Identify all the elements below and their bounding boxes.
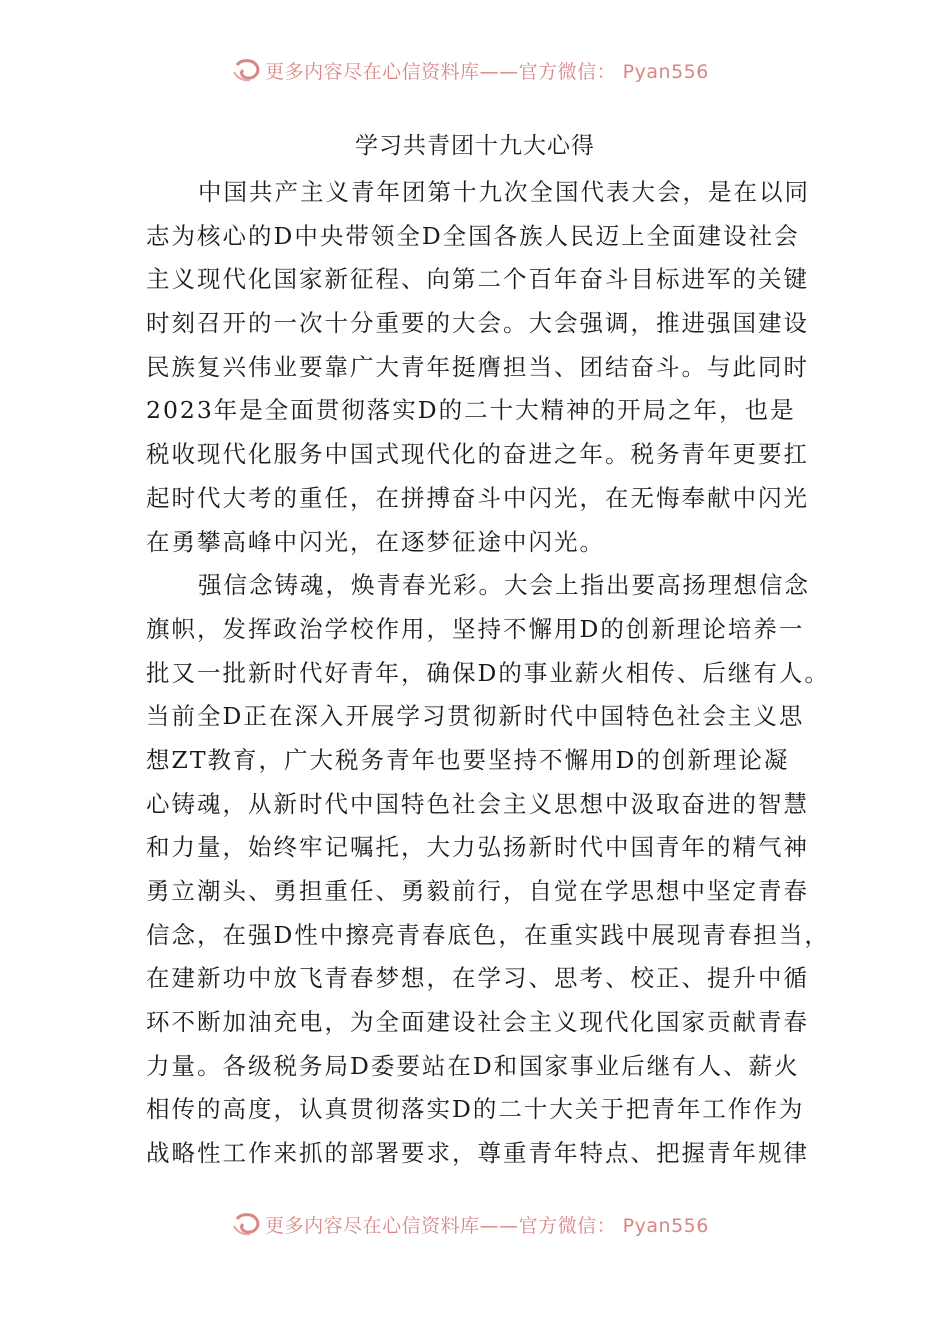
text-line: 当前全D正在深入开展学习贯彻新时代中国特色社会主义思 <box>146 702 805 731</box>
text-line: 和力量，始终牢记嘱托，大力弘扬新时代中国青年的精气神 <box>146 833 809 862</box>
text-line: 2023年是全面贯彻落实D的二十大精神的开局之年，也是 <box>146 396 796 425</box>
text-line: 环不断加油充电，为全面建设社会主义现代化国家贡献青春 <box>146 1008 809 1037</box>
text-line: 主义现代化国家新征程、向第二个百年奋斗目标进军的关键 <box>146 265 809 294</box>
watermark-text: 更多内容尽在心信资料库——官方微信： Pyan556 <box>265 1215 709 1236</box>
text-line: 相传的高度，认真贯彻落实D的二十大关于把青年工作作为 <box>146 1095 805 1124</box>
text-line: 勇立潮头、勇担重任、勇毅前行，自觉在学思想中坚定青春 <box>146 877 809 905</box>
text-line: 民族复兴伟业要靠广大青年挺膺担当、团结奋斗。与此同时 <box>146 352 809 381</box>
text-line: 想ZT教育，广大税务青年也要坚持不懈用D的创新理论凝 <box>146 745 790 774</box>
document-body <box>146 171 830 1176</box>
text-line: 起时代大考的重任，在拼搏奋斗中闪光，在无悔奉献中闪光 <box>146 483 809 512</box>
text-line: 旗帜，发挥政治学校作用，坚持不懈用D的创新理论培养一 <box>146 614 805 643</box>
watermark-text: 更多内容尽在心信资料库——官方微信： Pyan556 <box>265 61 709 82</box>
text-line: 信念，在强D性中擦亮青春底色，在重实践中展现青春担当， <box>146 920 830 949</box>
header-watermark <box>0 56 950 82</box>
text-line: 战略性工作来抓的部署要求，尊重青年特点、把握青年规律 <box>146 1139 809 1168</box>
document-title: 学习共青团十九大心得 <box>355 133 595 159</box>
text-line: 税收现代化服务中国式现代化的奋进之年。税务青年更要扛 <box>146 440 809 469</box>
text-line: 中国共产主义青年团第十九次全国代表大会，是在以同 <box>198 178 810 206</box>
text-line: 在勇攀高峰中闪光，在逐梦征途中闪光。 <box>146 527 605 556</box>
text-line: 在建新功中放飞青春梦想，在学习、思考、校正、提升中循 <box>146 964 809 993</box>
watermark-logo-icon <box>231 1210 261 1236</box>
watermark-logo-icon <box>231 56 261 82</box>
text-line: 强信念铸魂，焕青春光彩。大会上指出要高扬理想信念 <box>198 571 810 600</box>
text-line: 志为核心的D中央带领全D全国各族人民迈上全面建设社会 <box>146 221 800 250</box>
text-line: 批又一批新时代好青年，确保D的事业薪火相传、后继有人。 <box>146 658 830 687</box>
text-line: 时刻召开的一次十分重要的大会。大会强调，推进强国建设 <box>146 309 809 338</box>
text-line: 心铸魂，从新时代中国特色社会主义思想中汲取奋进的智慧 <box>146 789 809 818</box>
footer-watermark <box>0 1210 950 1236</box>
text-line: 力量。各级税务局D委要站在D和国家事业后继有人、薪火 <box>146 1051 800 1080</box>
